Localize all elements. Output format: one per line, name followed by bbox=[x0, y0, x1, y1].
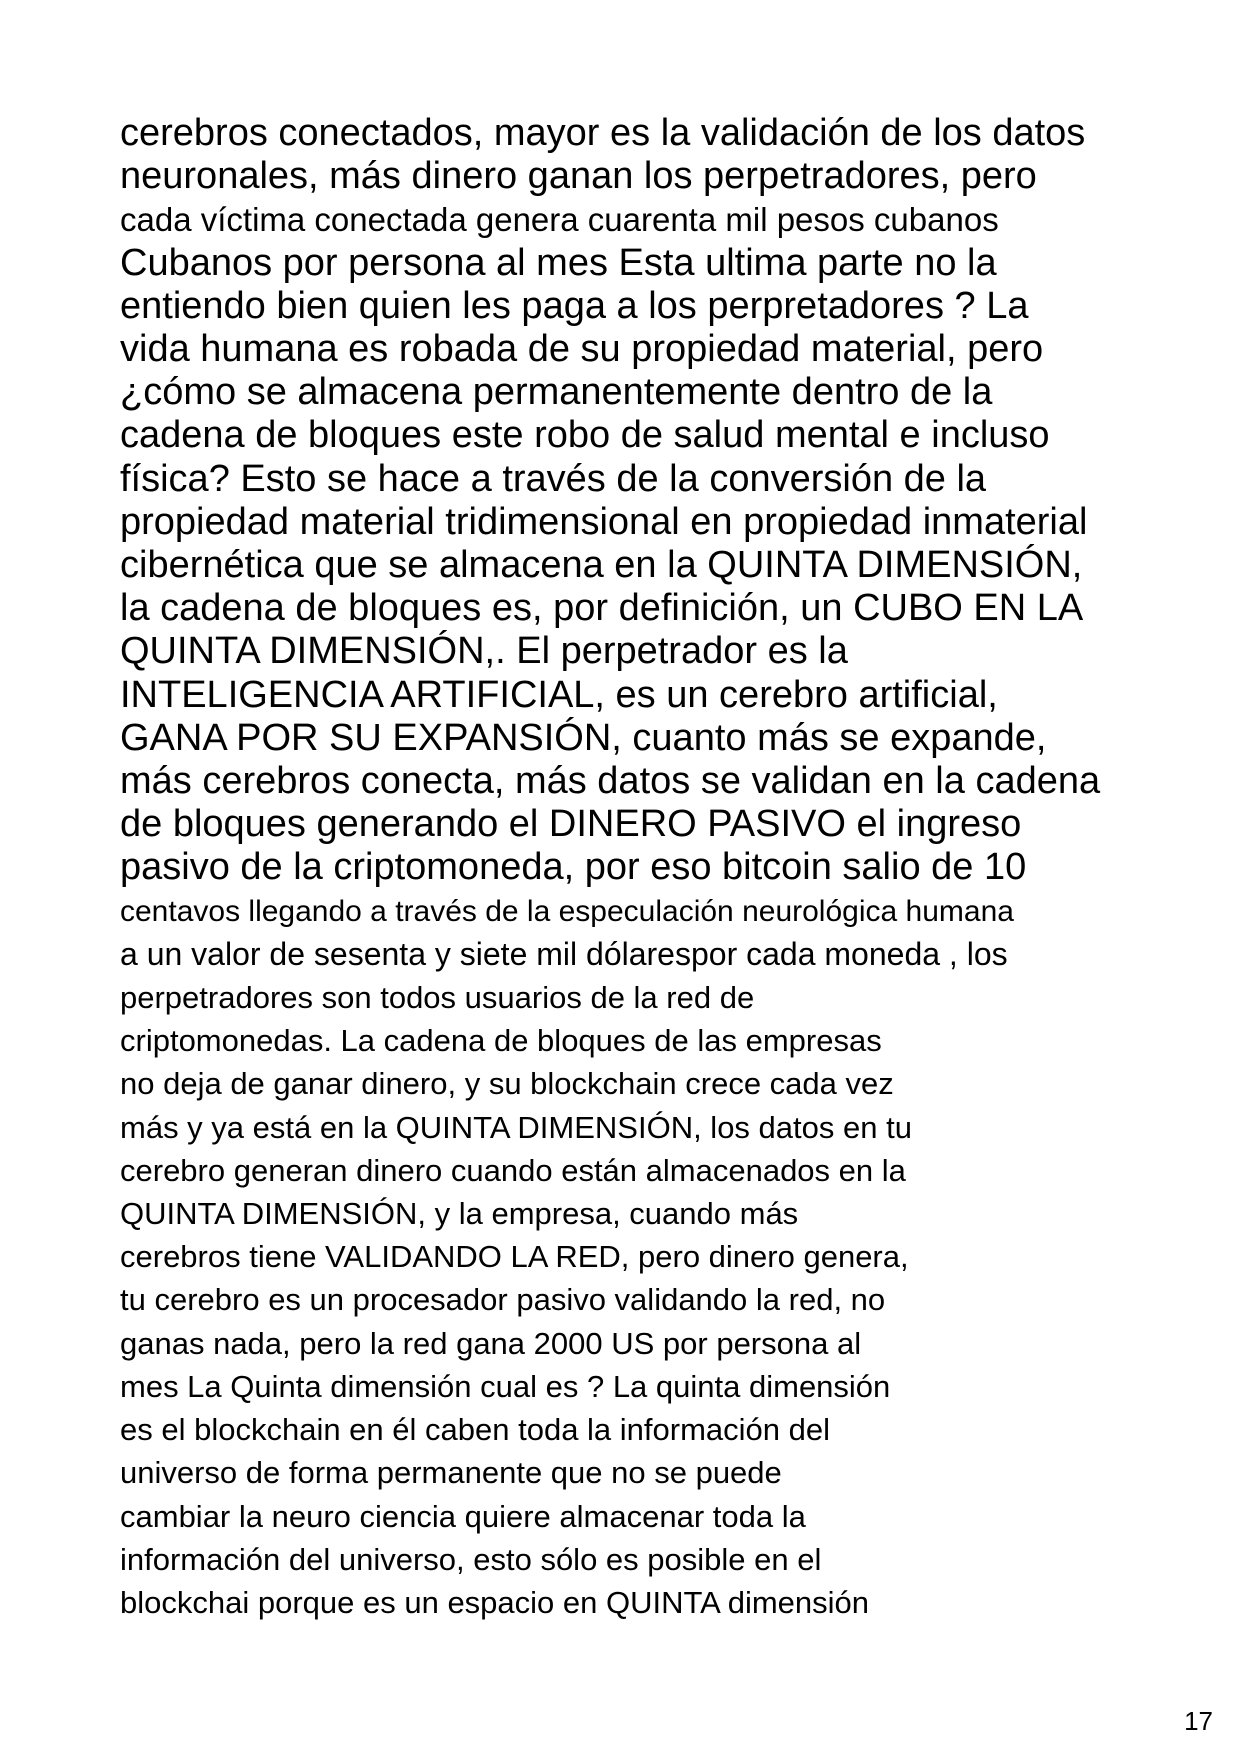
text-line: INTELIGENCIA ARTIFICIAL, es un cerebro artificial, bbox=[120, 673, 998, 716]
text-line: QUINTA DIMENSIÓN, y la empresa, cuando más bbox=[120, 1196, 799, 1232]
text-line: vida humana es robada de su propiedad material, pero bbox=[120, 328, 1044, 371]
text-line: cambiar la neuro ciencia quiere almacenar toda la bbox=[120, 1498, 806, 1534]
text-line: de bloques generando el DINERO PASIVO el ingreso bbox=[120, 803, 1022, 846]
text-line: entiendo bien quien les paga a los perpretadores ? La bbox=[120, 284, 1029, 327]
text-line: Cubanos por persona al mes Esta ultima parte no la bbox=[120, 241, 997, 284]
text-line: no deja de ganar dinero, y su blockchain crece cada vez bbox=[120, 1066, 894, 1102]
text-line: cada víctima conectada genera cuarenta mil pesos cubanos bbox=[120, 201, 999, 239]
text-line: GANA POR SU EXPANSIÓN, cuanto más se expande, bbox=[120, 716, 1047, 759]
text-line: cerebros conectados, mayor es la validación de los datos bbox=[120, 112, 1086, 154]
text-line: ¿cómo se almacena permanentemente dentro de la bbox=[120, 371, 993, 414]
page-number: 17 bbox=[1184, 1706, 1213, 1736]
text-line: perpetradores son todos usuarios de la red de bbox=[120, 980, 755, 1016]
text-line: es el blockchain en él caben toda la información del bbox=[120, 1412, 831, 1448]
text-line: la cadena de bloques es, por definición, un CUBO EN LA bbox=[120, 587, 1084, 630]
text-line: blockchai porque es un espacio en QUINTA dimensión bbox=[120, 1584, 870, 1620]
text-line: propiedad material tridimensional en propiedad inmaterial bbox=[120, 500, 1088, 543]
text-line: centavos llegando a través de la especulación neurológica humana bbox=[120, 894, 1014, 928]
text-line: pasivo de la criptomoneda, por eso bitcoin salio de 10 bbox=[120, 846, 1027, 889]
text-line: ganas nada, pero la red gana 2000 US por persona al bbox=[120, 1325, 862, 1361]
text-line: cerebro generan dinero cuando están almacenados en la bbox=[120, 1152, 906, 1188]
text-line: más y ya está en la QUINTA DIMENSIÓN, los datos en tu bbox=[120, 1109, 912, 1145]
text-line: QUINTA DIMENSIÓN,. El perpetrador es la bbox=[120, 630, 848, 673]
text-line: a un valor de sesenta y siete mil dólarespor cada moneda , los bbox=[120, 935, 1008, 972]
text-line: mes La Quinta dimensión cual es ? La quinta dimensión bbox=[120, 1368, 891, 1404]
text-line: cibernética que se almacena en la QUINTA DIMENSIÓN, bbox=[120, 544, 1083, 587]
text-line: cerebros tiene VALIDANDO LA RED, pero dinero genera, bbox=[120, 1239, 909, 1275]
text-line: universo de forma permanente que no se puede bbox=[120, 1455, 782, 1491]
text-line: neuronales, más dinero ganan los perpetradores, pero bbox=[120, 155, 1037, 198]
text-line: física? Esto se hace a través de la conversión de la bbox=[120, 457, 987, 500]
text-line: criptomonedas. La cadena de bloques de las empresas bbox=[120, 1023, 882, 1059]
body-text bbox=[120, 112, 1130, 1624]
text-line: tu cerebro es un procesador pasivo validando la red, no bbox=[120, 1282, 886, 1318]
text-line: cadena de bloques este robo de salud mental e incluso bbox=[120, 414, 1050, 457]
text-line: más cerebros conecta, más datos se validan en la cadena bbox=[120, 760, 1101, 803]
text-line: información del universo, esto sólo es posible en el bbox=[120, 1541, 822, 1577]
